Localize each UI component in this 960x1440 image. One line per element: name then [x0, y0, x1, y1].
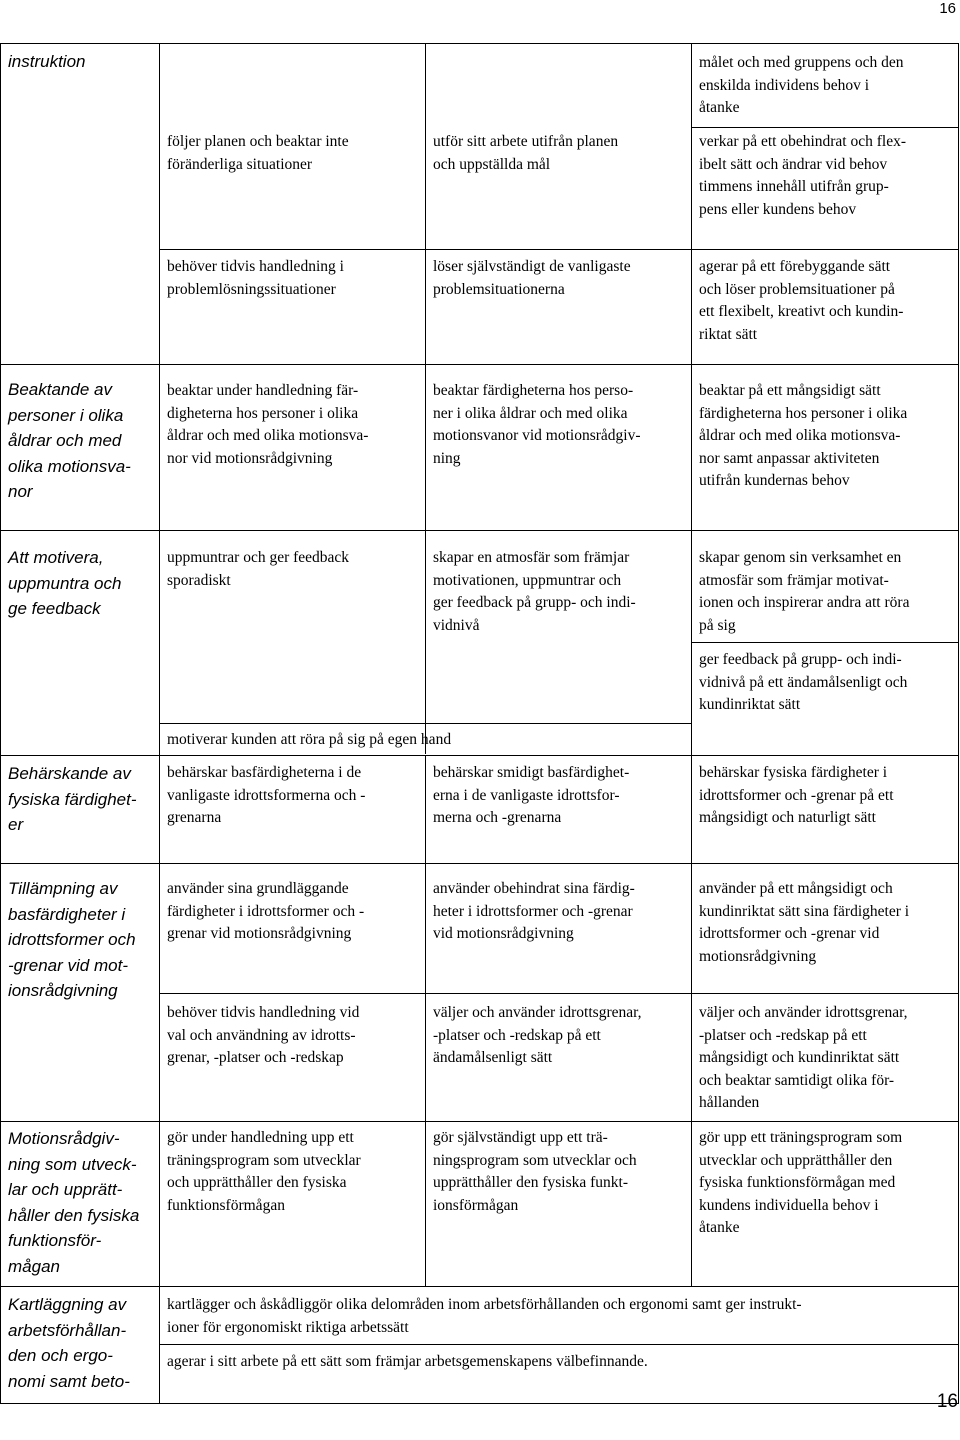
row-label-motionsrådgivning: Motionsrådgiv- ning som utveck- lar och upprätt- håller den fysiska funktionsför- mågan: [8, 1129, 140, 1276]
table-border-bottom: [0, 1403, 959, 1404]
cell-r3-c2: beaktar färdigheterna hos perso- ner i olika åldrar och med olika motionsvanor vid motionsrådgiv- ning: [433, 382, 641, 467]
row-label-motivera: Att motivera, uppmuntra och ge feedback: [8, 548, 122, 618]
cell-r7-c2: gör självständigt upp ett trä- ningsprogram som utvecklar och upprätthåller den fysiska funkt- ionsförmågan: [433, 1129, 637, 1214]
row-divider: [159, 723, 692, 724]
table-border-left: [0, 43, 1, 1404]
row-divider: [159, 993, 959, 994]
cell-r6-c1: använder sina grundläggande färdigheter i idrottsformer och - grenar vid motionsrådgivning: [167, 880, 365, 942]
cell-r1-c2: utför sitt arbete utifrån planen och uppställda mål: [433, 133, 619, 173]
row-divider: [0, 863, 959, 864]
cell-r5-c2: behärskar smidigt basfärdighet- erna i de vanligaste idrottsfor- merna och -grenarna: [433, 764, 630, 826]
cell-r8-span1: kartlägger och åskådliggör olika delområden inom arbetsförhållanden och ergonomi samt ger instrukt- ioner för ergonomiskt riktiga arbetssätt: [167, 1296, 802, 1336]
cell-r1-c3: verkar på ett obehindrat och flex- ibelt sätt och ändrar vid behov timmens innehåll utifrån grup- pens eller kundens behov: [699, 133, 907, 218]
row-divider: [159, 249, 959, 250]
cell-r4-c3: skapar genom sin verksamhet en atmosfär som främjar motivat- ionen och inspirerar andra att röra på sig: [699, 549, 910, 634]
cell-r7-c3: gör upp ett träningsprogram som utvecklar och upprätthåller den fysiska funktionsförmågan med kundens individuella behov i åtanke: [699, 1129, 903, 1236]
row-divider: [0, 530, 959, 531]
page-number-bottom: 16: [936, 1391, 958, 1412]
column-divider-2: [425, 43, 426, 754]
row-label-kartläggning: Kartläggning av arbetsförhållan- den och ergo- nomi samt beto-: [8, 1295, 130, 1391]
row-divider: [0, 755, 959, 756]
cell-r8-span2: agerar i sitt arbete på ett sätt som främjar arbetsgemenskapens välbefinnande.: [167, 1353, 648, 1370]
row-label-instruktion: instruktion: [8, 52, 86, 71]
cell-r1-c1: följer planen och beaktar inte föränderliga situationer: [167, 133, 349, 173]
table-border-right: [958, 43, 959, 1404]
cell-r3-c1: beaktar under handledning fär- digheterna hos personer i olika åldrar och med olika motionsva- nor vid motionsrådgivning: [167, 382, 369, 467]
cell-r4-c3b: ger feedback på grupp- och indi- vidnivå på ett ändamålsenligt och kundinriktat sätt: [699, 651, 908, 713]
cell-r6-c2: använder obehindrat sina färdig- heter i idrottsformer och -grenar vid motionsrådgivning: [433, 880, 635, 942]
page-number-top: 16: [939, 0, 956, 17]
table-border-top: [0, 43, 959, 44]
row-divider: [691, 642, 959, 643]
cell-r4-span: motiverar kunden att röra på sig på egen hand: [167, 731, 452, 748]
cell-r4-c2: skapar en atmosfär som främjar motivationen, uppmuntrar och ger feedback på grupp- och indi- vidnivå: [433, 549, 636, 634]
cell-r6-c1b: behöver tidvis handledning vid val och användning av idrotts- grenar, -platser och -redskap: [167, 1004, 360, 1066]
column-divider-2: [425, 756, 426, 1286]
row-divider: [0, 1286, 959, 1287]
row-divider: [691, 127, 959, 128]
column-divider-3: [691, 43, 692, 1286]
cell-r5-c1: behärskar basfärdigheterna i de vanligaste idrottsformerna och - grenarna: [167, 764, 366, 826]
cell-r6-c3b: väljer och använder idrottsgrenar, -platser och -redskap på ett mångsidigt och kundinriktat sätt och beaktar samtidigt olika för- hållanden: [699, 1004, 908, 1111]
cell-r1-c3-top: målet och med gruppens och den enskilda individens behov i åtanke: [699, 54, 904, 116]
row-divider: [0, 364, 959, 365]
cell-r2-c3: agerar på ett förebyggande sätt och löser problemsituationer på ett flexibelt, kreativt och kundin- riktat sätt: [699, 258, 904, 343]
cell-r6-c2b: väljer och använder idrottsgrenar, -platser och -redskap på ett ändamålsenligt sätt: [433, 1004, 642, 1066]
row-divider: [0, 1121, 959, 1122]
row-divider: [159, 1344, 959, 1345]
cell-r3-c3: beaktar på ett mångsidigt sätt färdigheterna hos personer i olika åldrar och med olika motionsva- nor samt anpassar aktiviteten utifrån kundernas behov: [699, 382, 908, 489]
cell-r5-c3: behärskar fysiska färdigheter i idrottsformer och -grenar på ett mångsidigt och naturligt sätt: [699, 764, 894, 826]
row-label-tillämpning: Tillämpning av basfärdigheter i idrottsformer och -grenar vid mot- ionsrådgivning: [8, 879, 136, 1000]
cell-r2-c1: behöver tidvis handledning i problemlösningssituationer: [167, 258, 344, 298]
cell-r4-c1: uppmuntrar och ger feedback sporadiskt: [167, 549, 350, 589]
cell-r2-c2: löser självständigt de vanligaste problemsituationerna: [433, 258, 631, 298]
row-label-beaktande: Beaktande av personer i olika åldrar och med olika motionsva- nor: [8, 380, 131, 501]
row-label-behärskande: Behärskande av fysiska färdighet- er: [8, 764, 137, 834]
cell-r7-c1: gör under handledning upp ett träningsprogram som utvecklar och upprätthåller den fysiska funktionsförmågan: [167, 1129, 361, 1214]
cell-r6-c3: använder på ett mångsidigt och kundinriktat sätt sina färdigheter i idrottsformer och -grenar vid motionsrådgivning: [699, 880, 910, 965]
